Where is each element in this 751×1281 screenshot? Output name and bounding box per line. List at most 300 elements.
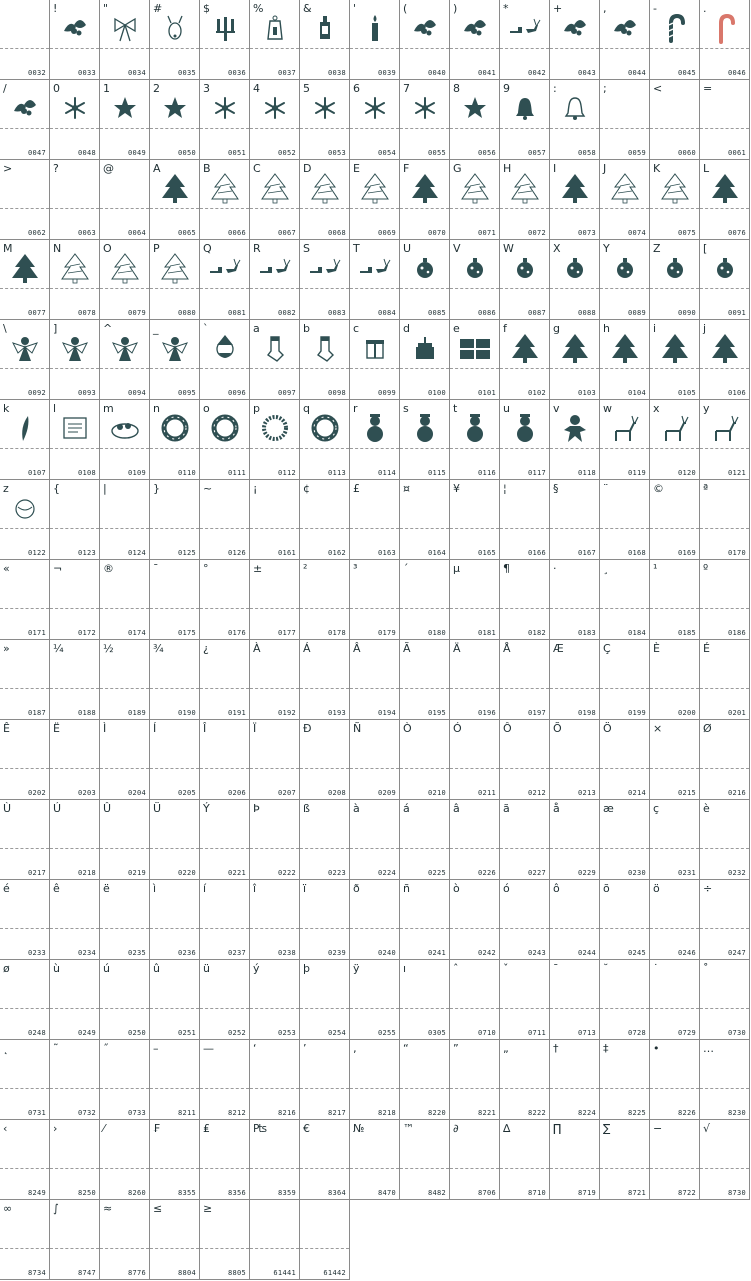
glyph-cell [150, 1040, 200, 1120]
glyph-code: 8776 [127, 1269, 146, 1277]
glyph-character: S [303, 242, 310, 255]
glyph-code: 0252 [227, 1029, 246, 1037]
snowman-icon [358, 411, 392, 445]
glyph-character: Í [153, 722, 157, 735]
glyph-code: 0176 [227, 629, 246, 637]
glyph-cell [450, 480, 500, 560]
glyph-code: 0215 [677, 789, 696, 797]
glyph-cell [400, 560, 450, 640]
glyph-character: £ [353, 482, 360, 495]
glyph-character: Õ [553, 722, 562, 735]
glyph-character: L [703, 162, 710, 175]
glyph-character: ∞ [3, 1202, 13, 1215]
glyph-cell [450, 240, 500, 320]
glyph-cell [550, 800, 600, 880]
glyph-character: ∆ [503, 1122, 511, 1135]
glyph-cell [500, 160, 550, 240]
glyph-cell [500, 640, 550, 720]
glyph-code: 0177 [277, 629, 296, 637]
baseline-divider [300, 768, 349, 769]
baseline-divider [0, 608, 49, 609]
glyph-code: 0094 [127, 389, 146, 397]
glyph-character: • [653, 1042, 660, 1055]
glyph-character: ô [553, 882, 560, 895]
glyph-cell [300, 880, 350, 960]
glyph-code: 0199 [627, 709, 646, 717]
tree-outline-icon [108, 251, 142, 285]
baseline-divider [350, 448, 399, 449]
glyph-cell [300, 80, 350, 160]
glyph-code: 0201 [727, 709, 746, 717]
baseline-divider [600, 1168, 649, 1169]
glyph-character: . [703, 2, 707, 15]
stocking-icon [258, 331, 292, 365]
baseline-divider [450, 288, 499, 289]
glyph-character: ¦ [503, 482, 507, 495]
tree-outline-icon [608, 171, 642, 205]
glyph-cell [250, 1120, 300, 1200]
baseline-divider [50, 288, 99, 289]
baseline-divider [100, 208, 149, 209]
glyph-code: 8721 [627, 1189, 646, 1197]
glyph-character: > [3, 162, 13, 175]
baseline-divider [250, 688, 299, 689]
candle-lantern-icon [308, 11, 342, 45]
glyph-code: 0204 [127, 789, 146, 797]
glyph-cell [350, 480, 400, 560]
baseline-divider [300, 48, 349, 49]
glyph-code: 0041 [477, 69, 496, 77]
glyph-cell [650, 400, 700, 480]
glyph-cell [0, 320, 50, 400]
baseline-divider [250, 1248, 299, 1249]
baseline-divider [550, 288, 599, 289]
glyph-code: 0074 [627, 229, 646, 237]
baseline-divider [600, 128, 649, 129]
glyph-code: 0243 [527, 949, 546, 957]
holly-leaves-icon [558, 11, 592, 45]
glyph-cell [450, 1120, 500, 1200]
baseline-divider [650, 208, 699, 209]
baseline-divider [450, 128, 499, 129]
baseline-divider [100, 48, 149, 49]
baseline-divider [450, 1088, 499, 1089]
glyph-code: 8710 [527, 1189, 546, 1197]
glyph-code: 0123 [77, 549, 96, 557]
glyph-code: 0052 [277, 149, 296, 157]
glyph-character: Z [653, 242, 661, 255]
glyph-code: 0107 [27, 469, 46, 477]
glyph-cell [550, 320, 600, 400]
glyph-cell [0, 720, 50, 800]
glyph-character: ¢ [303, 482, 310, 495]
ornament-ball-icon [458, 251, 492, 285]
glyph-cell [0, 240, 50, 320]
baseline-divider [500, 608, 549, 609]
glyph-code: 0178 [327, 629, 346, 637]
glyph-code: 0166 [527, 549, 546, 557]
glyph-character: @ [103, 162, 114, 175]
glyph-code: 0086 [477, 309, 496, 317]
tree-outline-icon [658, 171, 692, 205]
baseline-divider [650, 768, 699, 769]
baseline-divider [200, 1168, 249, 1169]
glyph-cell [400, 960, 450, 1040]
baseline-divider [0, 288, 49, 289]
baseline-divider [200, 1088, 249, 1089]
baseline-divider [550, 1168, 599, 1169]
glyph-character: t [453, 402, 458, 415]
glyph-code: 0192 [277, 709, 296, 717]
glyph-cell [300, 960, 350, 1040]
glyph-cell [200, 800, 250, 880]
glyph-character: ı [403, 962, 407, 975]
glyph-code: 0049 [127, 149, 146, 157]
christmas-tree-icon [8, 251, 42, 285]
glyph-cell [550, 560, 600, 640]
glyph-code: 0113 [327, 469, 346, 477]
glyph-character: ™ [403, 1122, 414, 1135]
baseline-divider [650, 608, 699, 609]
glyph-cell [600, 1040, 650, 1120]
glyph-cell [50, 960, 100, 1040]
glyph-cell [400, 1040, 450, 1120]
glyph-character: v [553, 402, 560, 415]
baseline-divider [650, 688, 699, 689]
glyph-cell [450, 640, 500, 720]
glyph-character: [ [703, 242, 708, 255]
glyph-cell [50, 0, 100, 80]
glyph-code: 0124 [127, 549, 146, 557]
glyph-cell [150, 1200, 200, 1280]
baseline-divider [650, 368, 699, 369]
glyph-character: ‹ [3, 1122, 8, 1135]
glyph-code: 0056 [477, 149, 496, 157]
baseline-divider [150, 1248, 199, 1249]
tree-outline-icon [358, 171, 392, 205]
glyph-character: ¤ [403, 482, 410, 495]
baseline-divider [150, 528, 199, 529]
glyph-code: 0246 [677, 949, 696, 957]
baseline-divider [600, 48, 649, 49]
glyph-cell [350, 880, 400, 960]
glyph-character: ^ [103, 322, 113, 335]
glyph-character: ï [303, 882, 307, 895]
baseline-divider [300, 528, 349, 529]
wreath-icon [158, 411, 192, 445]
baseline-divider [700, 928, 749, 929]
glyph-code: 0057 [527, 149, 546, 157]
glyph-character: ˉ [553, 962, 559, 975]
glyph-character: Ó [453, 722, 462, 735]
glyph-code: 0069 [377, 229, 396, 237]
glyph-cell [400, 1120, 450, 1200]
baseline-divider [250, 208, 299, 209]
glyph-code: 0251 [177, 1029, 196, 1037]
glyph-character: « [3, 562, 10, 575]
glyph-code: 0209 [377, 789, 396, 797]
glyph-character: ³ [353, 562, 358, 575]
glyph-cell [350, 800, 400, 880]
glyph-character: Ð [303, 722, 312, 735]
glyph-code: 0070 [427, 229, 446, 237]
glyph-cell [400, 800, 450, 880]
glyph-code: 8359 [277, 1189, 296, 1197]
baseline-divider [300, 1008, 349, 1009]
glyph-cell [200, 560, 250, 640]
glyph-character: þ [303, 962, 310, 975]
baseline-divider [200, 208, 249, 209]
glyph-character: ª [703, 482, 709, 495]
glyph-cell [100, 0, 150, 80]
baseline-divider [100, 1088, 149, 1089]
glyph-code: 0098 [327, 389, 346, 397]
glyph-code: 0053 [327, 149, 346, 157]
feather-icon [8, 411, 42, 445]
baseline-divider [50, 528, 99, 529]
baseline-divider [200, 608, 249, 609]
snowman-icon [508, 411, 542, 445]
glyph-cell [250, 0, 300, 80]
glyph-code: 0713 [577, 1029, 596, 1037]
glyph-cell [200, 1200, 250, 1280]
glyph-cell [650, 1120, 700, 1200]
glyph-character: À [253, 642, 261, 655]
baseline-divider [150, 208, 199, 209]
baseline-divider [700, 128, 749, 129]
baseline-divider [250, 1168, 299, 1169]
glyph-cell [100, 320, 150, 400]
baseline-divider [350, 928, 399, 929]
glyph-character: ¯ [153, 562, 159, 575]
glyph-character: ¿ [203, 642, 209, 655]
baseline-divider [650, 928, 699, 929]
baseline-divider [350, 848, 399, 849]
glyph-character: f [503, 322, 507, 335]
baseline-divider [100, 368, 149, 369]
glyph-cell [250, 1200, 300, 1280]
glyph-cell [650, 560, 700, 640]
glyph-character: Ï [253, 722, 257, 735]
baseline-divider [200, 128, 249, 129]
glyph-character: Æ [553, 642, 564, 655]
glyph-code: 0091 [727, 309, 746, 317]
glyph-cell [300, 640, 350, 720]
glyph-code: 0255 [377, 1029, 396, 1037]
glyph-character: ¡ [253, 482, 258, 495]
glyph-cell [550, 1120, 600, 1200]
glyph-code: 0222 [277, 869, 296, 877]
baseline-divider [0, 688, 49, 689]
baseline-divider [700, 1168, 749, 1169]
baseline-divider [350, 608, 399, 609]
glyph-code: 0247 [727, 949, 746, 957]
glyph-code: 0103 [577, 389, 596, 397]
glyph-code: 0105 [677, 389, 696, 397]
glyph-cell [250, 480, 300, 560]
glyph-character: G [453, 162, 462, 175]
glyph-character: ≤ [153, 1202, 163, 1215]
glyph-character: ˇ [503, 962, 509, 975]
glyph-code: 0104 [627, 389, 646, 397]
glyph-code: 0189 [127, 709, 146, 717]
glyph-character: Q [203, 242, 212, 255]
baseline-divider [450, 688, 499, 689]
glyph-character: ß [303, 802, 310, 815]
baseline-divider [550, 608, 599, 609]
glyph-character: × [653, 722, 663, 735]
glyph-cell [200, 80, 250, 160]
baseline-divider [700, 48, 749, 49]
glyph-code: 0089 [627, 309, 646, 317]
glyph-code: 0223 [327, 869, 346, 877]
glyph-code: 0190 [177, 709, 196, 717]
glyph-character: ` [203, 322, 209, 335]
glyph-cell [600, 640, 650, 720]
baseline-divider [400, 128, 449, 129]
glyph-cell [300, 560, 350, 640]
baseline-divider [400, 288, 449, 289]
glyph-cell [0, 0, 50, 80]
glyph-character: 3 [203, 82, 210, 95]
glyph-cell [350, 1040, 400, 1120]
glyph-cell [450, 880, 500, 960]
baseline-divider [0, 448, 49, 449]
glyph-code: 0064 [127, 229, 146, 237]
snowflake-icon [308, 91, 342, 125]
glyph-cell [700, 240, 750, 320]
glyph-code: 0207 [277, 789, 296, 797]
basket-icon [108, 411, 142, 445]
baseline-divider [500, 208, 549, 209]
glyph-code: 0237 [227, 949, 246, 957]
glyph-code: 8211 [177, 1109, 196, 1117]
glyph-code: 0213 [577, 789, 596, 797]
tree-outline-icon [458, 171, 492, 205]
glyph-cell [400, 400, 450, 480]
glyph-code: 8250 [77, 1189, 96, 1197]
glyph-code: 8356 [227, 1189, 246, 1197]
glyph-code: 0032 [27, 69, 46, 77]
glyph-code: 0112 [277, 469, 296, 477]
glyph-character: – [153, 1042, 159, 1055]
baseline-divider [200, 848, 249, 849]
glyph-cell [500, 720, 550, 800]
glyph-code: 0116 [477, 469, 496, 477]
glyph-character: ë [103, 882, 110, 895]
bell-outline-icon [558, 91, 592, 125]
glyph-character: ø [3, 962, 10, 975]
candle-icon [358, 11, 392, 45]
glyph-character: ≥ [203, 1202, 213, 1215]
baseline-divider [250, 928, 299, 929]
glyph-code: 0102 [527, 389, 546, 397]
glyph-cell [500, 80, 550, 160]
glyph-character: _ [153, 322, 159, 335]
glyph-cell [150, 80, 200, 160]
glyph-cell [500, 1120, 550, 1200]
glyph-character: · [553, 562, 557, 575]
glyph-code: 0045 [677, 69, 696, 77]
baseline-divider [150, 368, 199, 369]
glyph-cell [300, 160, 350, 240]
glyph-cell [100, 240, 150, 320]
glyph-cell [700, 560, 750, 640]
glyph-character: W [503, 242, 514, 255]
glyph-character: A [153, 162, 161, 175]
christmas-tree-icon [558, 171, 592, 205]
glyph-cell [250, 880, 300, 960]
glyph-cell [0, 560, 50, 640]
glyph-cell [350, 400, 400, 480]
glyph-code: 8805 [227, 1269, 246, 1277]
glyph-cell [150, 480, 200, 560]
glyph-cell [250, 640, 300, 720]
glyph-cell [150, 720, 200, 800]
glyph-character: k [3, 402, 10, 415]
glyph-code: 0085 [427, 309, 446, 317]
candy-cane-red-icon [708, 11, 742, 45]
baseline-divider [700, 848, 749, 849]
glyph-cell [250, 720, 300, 800]
baseline-divider [50, 928, 99, 929]
glyph-cell [600, 720, 650, 800]
glyph-cell [600, 960, 650, 1040]
glyph-code: 8224 [577, 1109, 596, 1117]
glyph-cell [600, 0, 650, 80]
baseline-divider [500, 528, 549, 529]
glyph-character: Ø [703, 722, 712, 735]
glyph-character: ü [203, 962, 210, 975]
baseline-divider [550, 128, 599, 129]
baseline-divider [400, 848, 449, 849]
glyph-code: 0200 [677, 709, 696, 717]
glyph-character: ˙ [653, 962, 659, 975]
glyph-cell [600, 80, 650, 160]
baseline-divider [300, 928, 349, 929]
glyph-character: ÷ [703, 882, 713, 895]
glyph-cell [450, 1040, 500, 1120]
glyph-code: 0048 [77, 149, 96, 157]
snowflake-icon [208, 91, 242, 125]
glyph-cell [50, 1120, 100, 1200]
glyph-character: ½ [103, 642, 114, 655]
glyph-code: 8220 [427, 1109, 446, 1117]
baseline-divider [550, 848, 599, 849]
baseline-divider [300, 1168, 349, 1169]
glyph-character: ¸ [603, 562, 609, 575]
glyph-code: 0082 [277, 309, 296, 317]
glyph-character: w [603, 402, 612, 415]
glyph-code: 0229 [577, 869, 596, 877]
baseline-divider [250, 288, 299, 289]
christmas-tree-icon [708, 171, 742, 205]
glyph-cell [100, 160, 150, 240]
glyph-code: 0075 [677, 229, 696, 237]
tree-outline-icon [158, 251, 192, 285]
glyph-character: " [103, 2, 109, 15]
snowman-icon [458, 411, 492, 445]
glyph-character: < [653, 82, 663, 95]
glyph-cell [650, 880, 700, 960]
ornament-ball-icon [408, 251, 442, 285]
glyph-code: 0241 [427, 949, 446, 957]
baseline-divider [700, 368, 749, 369]
baseline-divider [250, 608, 299, 609]
glyph-cell [400, 480, 450, 560]
glyph-character: m [103, 402, 114, 415]
glyph-character: ¬ [53, 562, 63, 575]
